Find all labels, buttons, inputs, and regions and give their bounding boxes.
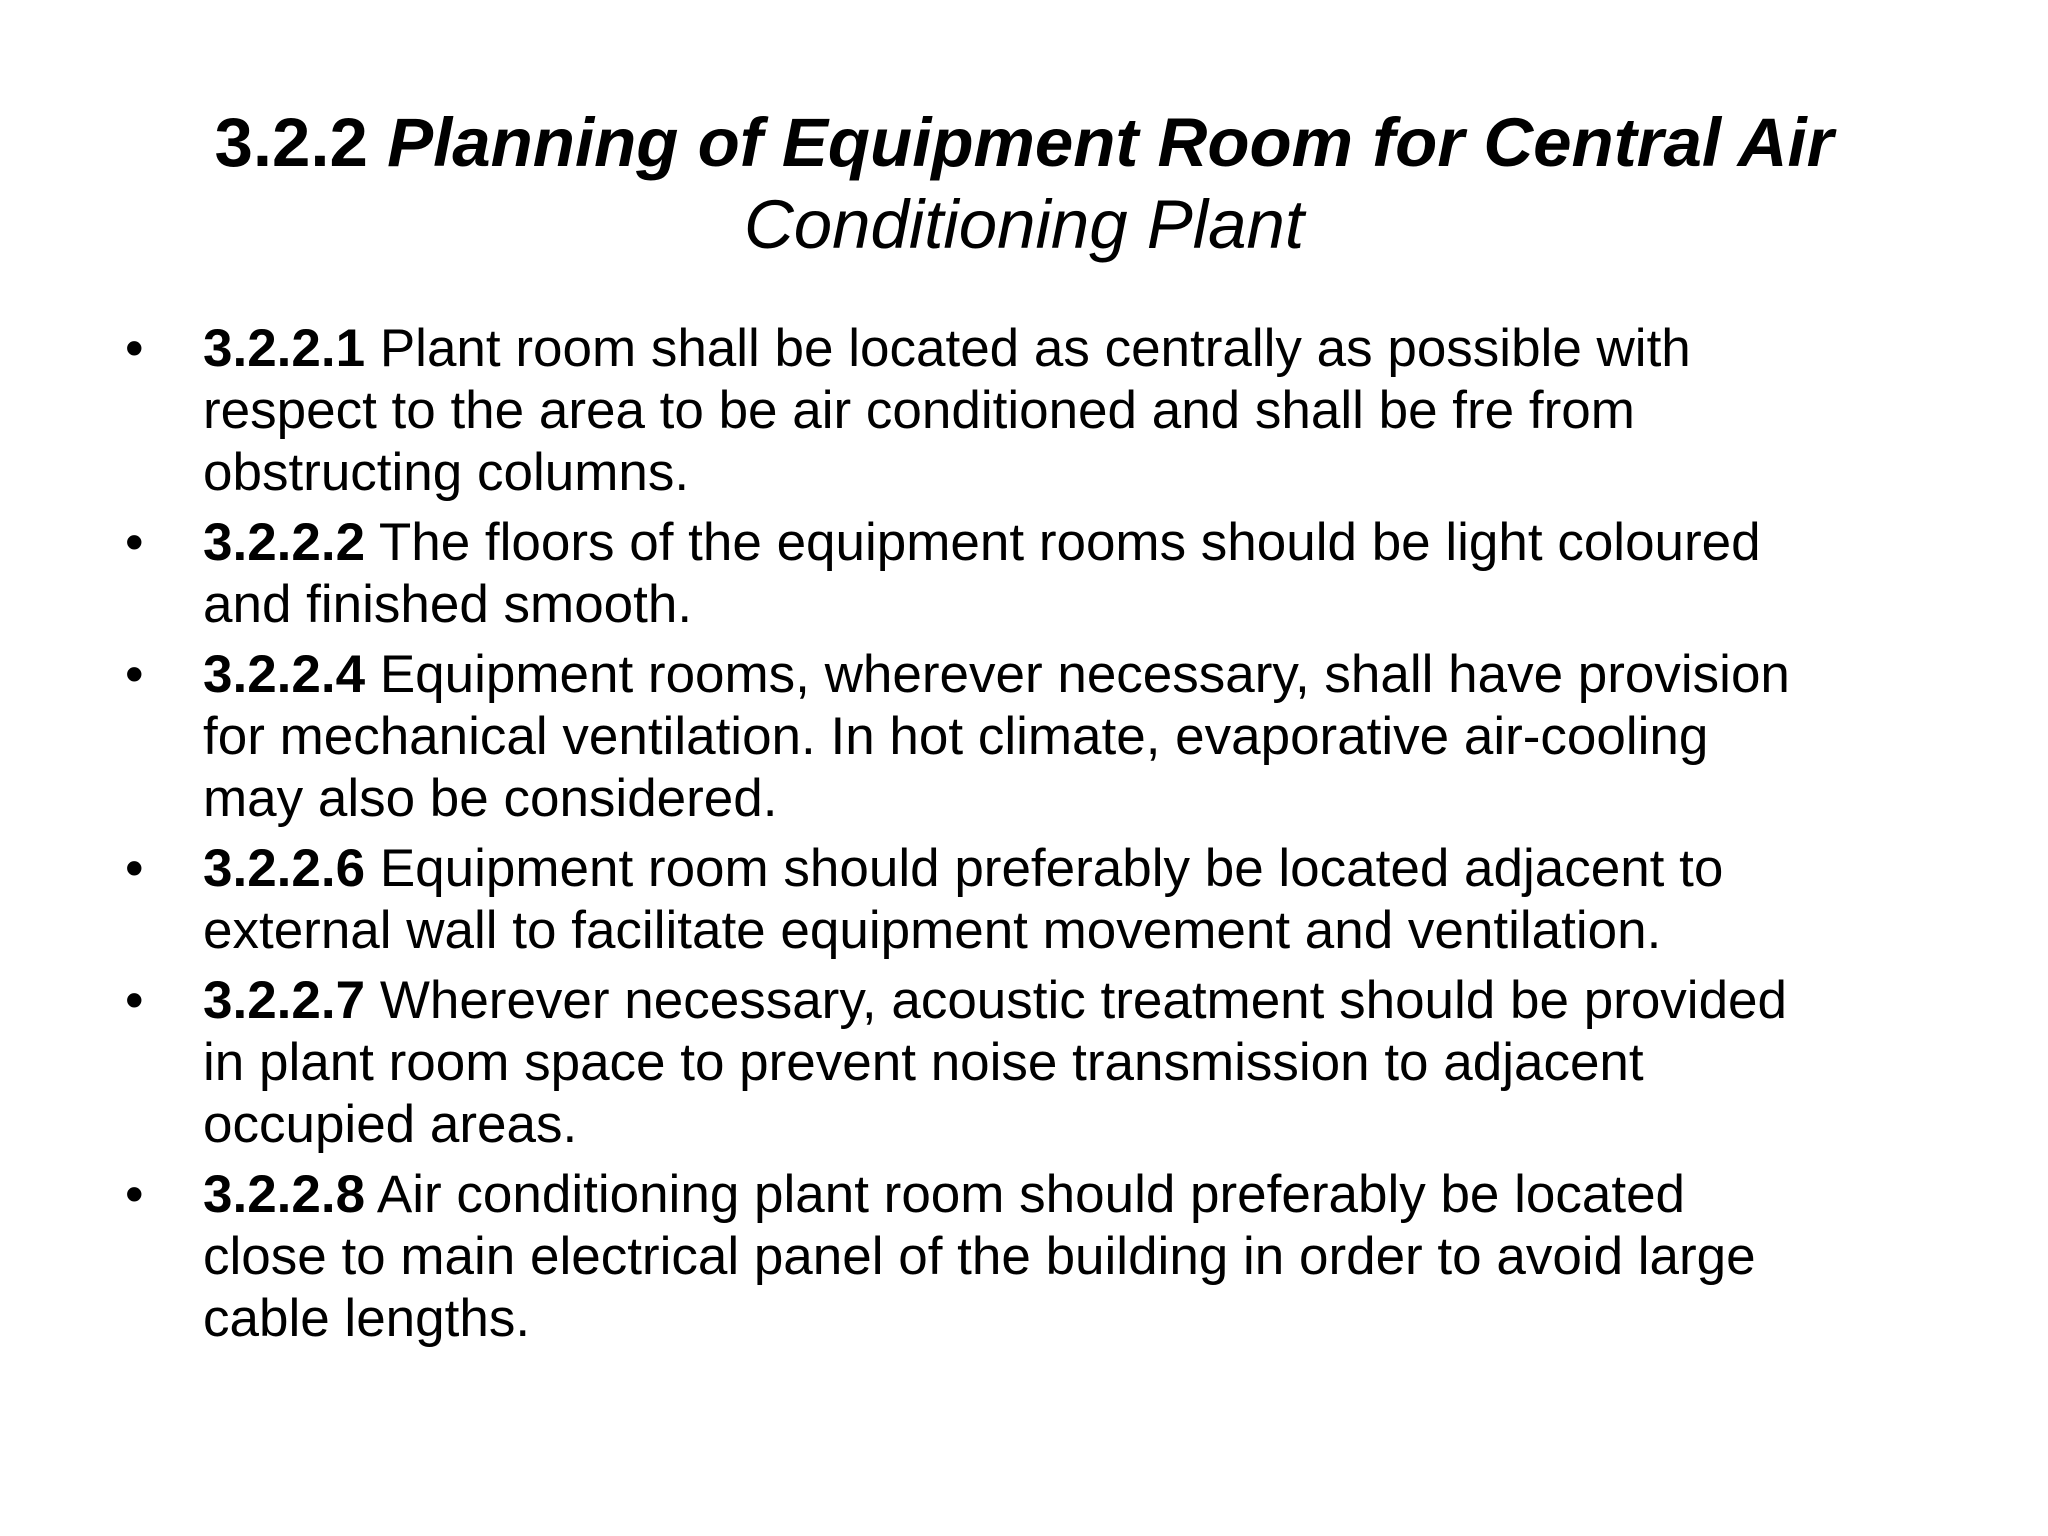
bullet-text-line: external wall to facilitate equipment movement and ventilation. [203,901,1662,960]
bullet-text-line: and finished smooth. [203,575,693,634]
bullet-text-line [203,644,1955,706]
title-number: 3.2.2 [214,104,368,181]
bullet-item [125,838,1955,962]
bullet-text-line: cable lengths. [203,1289,531,1348]
section-code: 3.2.2.2 [203,513,366,572]
bullet-icon: • [125,839,144,898]
bullet-text: Plant room shall be located as centrally as possible with [379,319,1691,378]
section-code: 3.2.2.1 [203,319,366,378]
bullet-item [125,512,1955,636]
bullet-text: Equipment room should preferably be located adjacent to [379,839,1724,898]
bullet-text-line: close to main electrical panel of the building in order to avoid large [203,1227,1756,1286]
bullet-icon: • [125,971,144,1030]
bullet-item [125,970,1955,1156]
title-line-1 [120,102,1928,184]
bullet-icon: • [125,1165,144,1224]
section-code: 3.2.2.6 [203,839,366,898]
bullet-text-line: respect to the area to be air conditioned and shall be fre from [203,381,1635,440]
bullet-text-line: may also be considered. [203,769,778,828]
bullet-text-line [203,318,1955,380]
bullet-icon: • [125,645,144,704]
bullet-text: Wherever necessary, acoustic treatment should be provided [379,971,1787,1030]
bullet-item [125,318,1955,504]
section-code: 3.2.2.4 [203,645,366,704]
bullet-text-line: occupied areas. [203,1095,578,1154]
bullet-text-line [203,970,1955,1032]
bullet-icon: • [125,513,144,572]
bullet-item [125,644,1955,830]
bullet-text: Air conditioning plant room should preferably be located [376,1165,1686,1224]
title-heading: Planning of Equipment Room for Central Air [387,104,1834,181]
bullet-text-line [203,1164,1955,1226]
bullet-item [125,1164,1955,1350]
bullet-text-line: for mechanical ventilation. In hot climate, evaporative air-cooling [203,707,1709,766]
section-code: 3.2.2.7 [203,971,366,1030]
section-code: 3.2.2.8 [203,1165,366,1224]
bullet-list [125,318,1955,1358]
bullet-text: Equipment rooms, wherever necessary, shall have provision [379,645,1790,704]
bullet-text-line: in plant room space to prevent noise transmission to adjacent [203,1033,1644,1092]
bullet-text: The floors of the equipment rooms should be light coloured [378,513,1761,572]
bullet-icon: • [125,319,144,378]
title-line-2: Conditioning Plant [743,186,1305,263]
bullet-text-line: obstructing columns. [203,443,690,502]
bullet-text-line [203,838,1955,900]
bullet-text-line [203,512,1955,574]
slide-title [120,102,1928,266]
